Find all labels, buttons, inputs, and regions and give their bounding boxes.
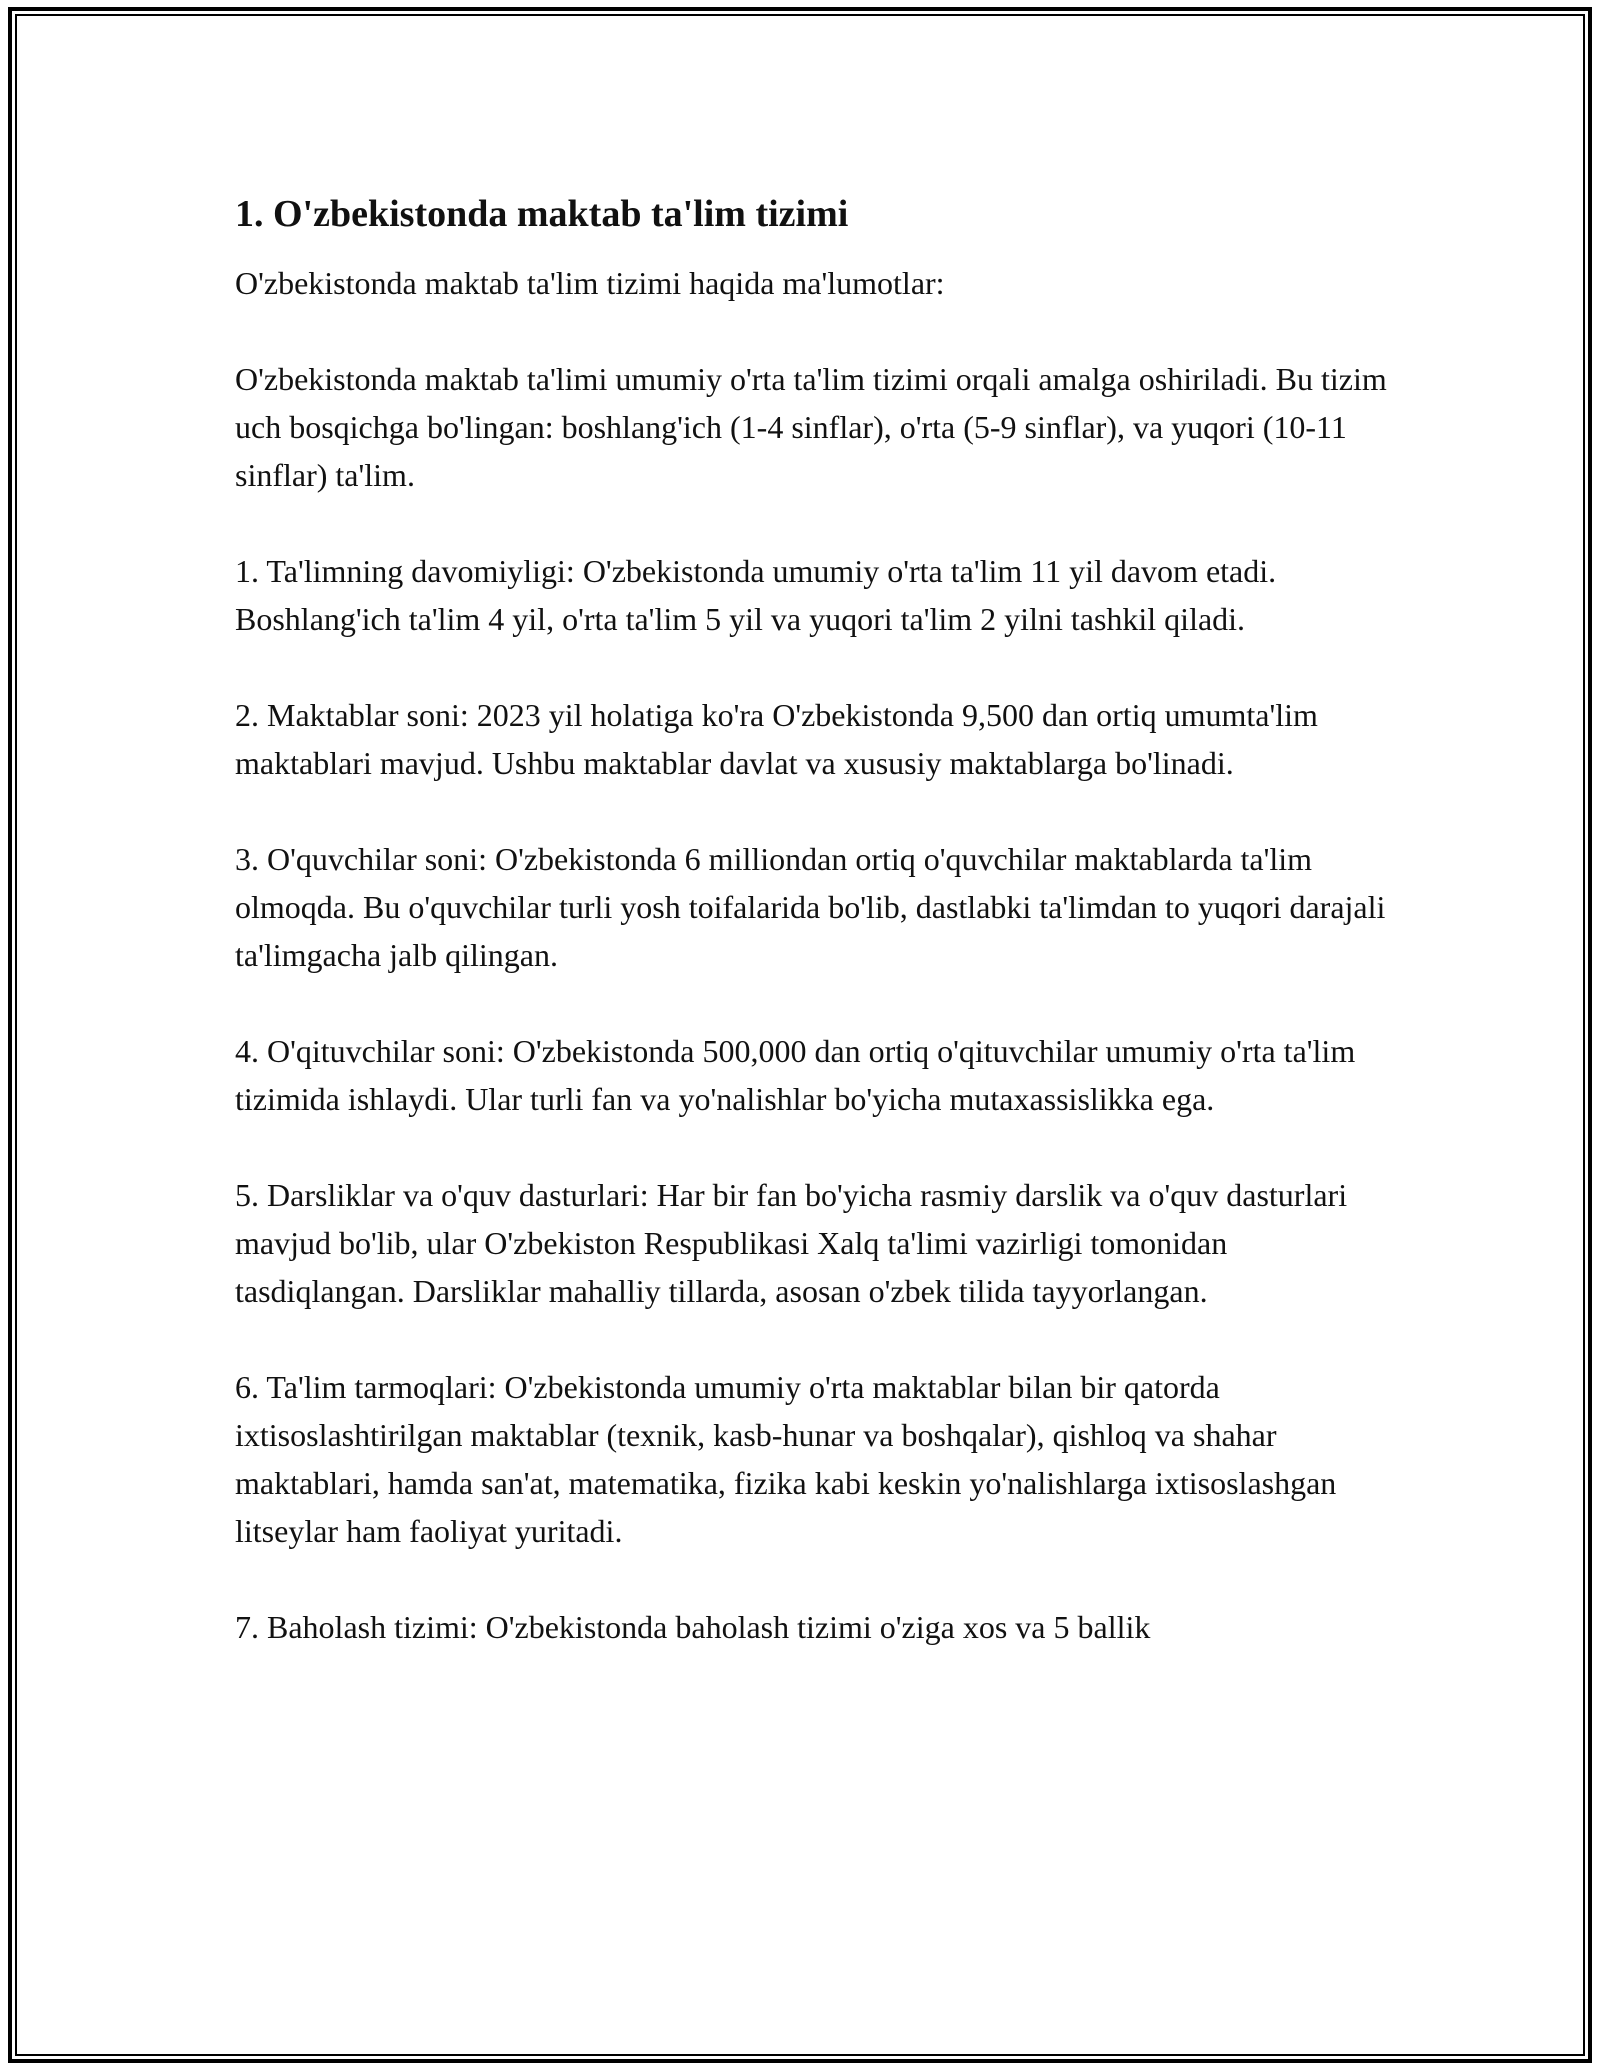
list-item-duration: 1. Ta'limning davomiyligi: O'zbekistonda umumiy o'rta ta'lim 11 yil davom etadi. Boshlang'ich ta'lim 4 yil, o'rta ta'lim 5 yil va yuqori ta'lim 2 yilni tashkil qiladi. [235,553,1277,637]
intro-paragraph: O'zbekistonda maktab ta'lim tizimi haqida ma'lumotlar: [235,265,945,301]
list-item-networks: 6. Ta'lim tarmoqlari: O'zbekistonda umumiy o'rta maktablar bilan bir qatorda ixtisoslashtirilgan maktablar (texnik, kasb-hunar va boshqalar), qishloq va shahar maktablari, hamda san'at, matematika, fizika kabi keskin yo'nalishlarga ixtisoslashgan litseylar ham faoliyat yuritadi. [235,1369,1337,1549]
list-item-grading: 7. Baholash tizimi: O'zbekistonda baholash tizimi o'ziga xos va 5 ballik [235,1609,1151,1645]
document-body [235,185,1395,1651]
list-item-student-count: 3. O'quvchilar soni: O'zbekistonda 6 milliondan ortiq o'quvchilar maktablarda ta'lim olmoqda. Bu o'quvchilar turli yosh toifalarida bo'lib, dastlabki ta'limdan to yuqori darajali ta'limgacha jalb qilingan. [235,841,1386,973]
list-item-textbooks: 5. Darsliklar va o'quv dasturlari: Har bir fan bo'yicha rasmiy darslik va o'quv dasturlari mavjud bo'lib, ular O'zbekiston Respublikasi Xalq ta'limi vazirligi tomonidan tasdiqlangan. Darsliklar mahalliy tillarda, asosan o'zbek tilida tayyorlangan. [235,1177,1348,1309]
overview-paragraph: O'zbekistonda maktab ta'limi umumiy o'rta ta'lim tizimi orqali amalga oshiriladi. Bu tizim uch bosqichga bo'lingan: boshlang'ich (1-4 sinflar), o'rta (5-9 sinflar), va yuqori (10-11 sinflar) ta'lim. [235,361,1387,493]
document-title: 1. O'zbekistonda maktab ta'lim tizimi [235,193,849,235]
list-item-teacher-count: 4. O'qituvchilar soni: O'zbekistonda 500,000 dan ortiq o'qituvchilar umumiy o'rta ta'lim tizimida ishlaydi. Ular turli fan va yo'nalishlar bo'yicha mutaxassislikka ega. [235,1033,1356,1117]
list-item-school-count: 2. Maktablar soni: 2023 yil holatiga ko'ra O'zbekistonda 9,500 dan ortiq umumta'lim maktablari mavjud. Ushbu maktablar davlat va xususiy maktablarga bo'linadi. [235,697,1318,781]
